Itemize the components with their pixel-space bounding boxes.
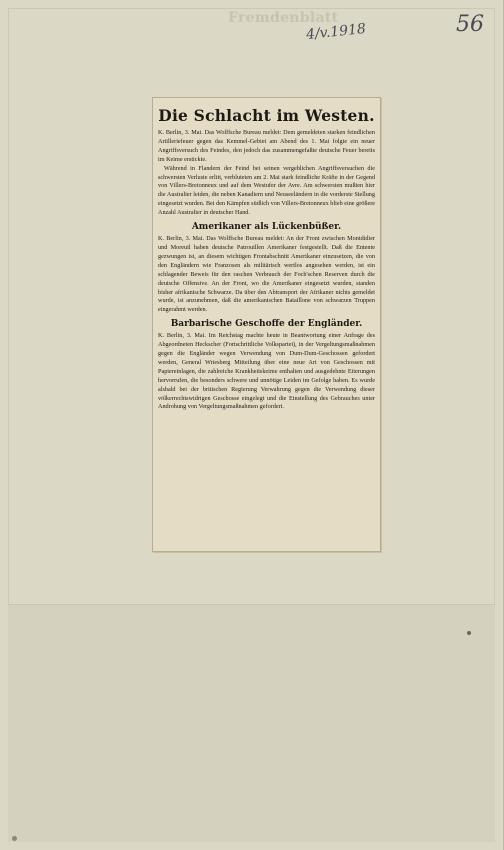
corner-mark (12, 836, 17, 841)
lower-sheet-panel (8, 604, 495, 842)
article-headline: Die Schlacht im Westen. (158, 106, 375, 125)
section-heading: Amerikaner als Lückenbüßer. (191, 222, 342, 233)
newspaper-clipping (152, 97, 381, 552)
newspaper-stamp: Fremdenblatt (228, 10, 339, 26)
page-number: 56 (456, 12, 484, 37)
punch-hole-mark (467, 631, 471, 635)
section-text: K. Berlin, 3. Mai. Das Wolffsche Bureau meldet: An der Front zwischen Montdidier und Moreuil haben deutsche Patrouillen Amerikaner festgestellt. Daß die Entente gezwungen ist, an diesem wichtigen Frontabschnitt Amerikaner einzusetzen, die von den Engländern wie Franzosen als militärisch wertlos angesehen werden, ist ein schlagender Beweis für den raschen Verbrauch der Foch'schen Reserven durch die deutsche Offensive. An der Front, wo die Amerikaner eingesetzt wurden, standen bisher afrikanische Schwarze. Da über den Abtransport der Afrikaner nichts gemeldet wurde, ist anzunehmen, daß die amerikanischen Bataillone von schwarzen Truppen eingerahmt werden. (158, 235, 375, 314)
article-paragraph: Während in Flandern der Feind bei seinen vergeblichen Angriffsversuchen die schwersten Verluste erlitt, verbluteten am 2. Mai stark feindliche Kräfte in der Gegend von Villers-Bretonneux und auf dem Westufer der Avre. Am schwersten mußten hier die Australier leiden, die neben Kanadiern und Neuseeländern in die vorderste Stellung eingesetzt wurden. Bei den Kämpfen südlich von Villers-Bretonneux blieb eine größere Anzahl Australier in deutscher Hand. (158, 164, 375, 217)
article-paragraph: K. Berlin, 3. Mai. Das Wolffsche Bureau meldet: Dem gemeldeten starken feindlichen Artilleriefeuer gegen das Kemmel-Gebiet am Abend des 1. Mai folgte ein neuer Angriffsversuch des Feindes, den jedoch das zusammengefaßte deutsche Feuer bereits im Keime erstickte. (158, 129, 375, 163)
handwritten-date: 4/v.1918 (305, 20, 367, 44)
section-heading: Barbarische Geschoffe der Engländer. (170, 319, 363, 330)
section-text: K. Berlin, 3. Mai. Im Reichstag machte heute in Beantwortung einer Anfrage des Abgeordneten Heckscher (Fortschrittliche Volkspartei), in der Vergeltungsmaßnahmen gegen die Engländer wegen Verwendung von Dum-Dum-Geschossen gefordert werden, General Wriesberg Mitteilung über eine neue Art von Geschossen mit Papiereinlagen, die zahlreiche Krankheitskeime enthalten und ausgedehnte Eiterungen hervorrufen, die besonders schwere und unnötige Leiden im Gefolge haben. Es wurde alsbald bei der britischen Regierung Verwahrung gegen die Verwendung dieser völkerrechtswidrigen Geschosse eingelegt und die Einstellung des Gebrauches unter Androhung von Vergeltungsmaßnahmen gefordert. (158, 332, 375, 411)
